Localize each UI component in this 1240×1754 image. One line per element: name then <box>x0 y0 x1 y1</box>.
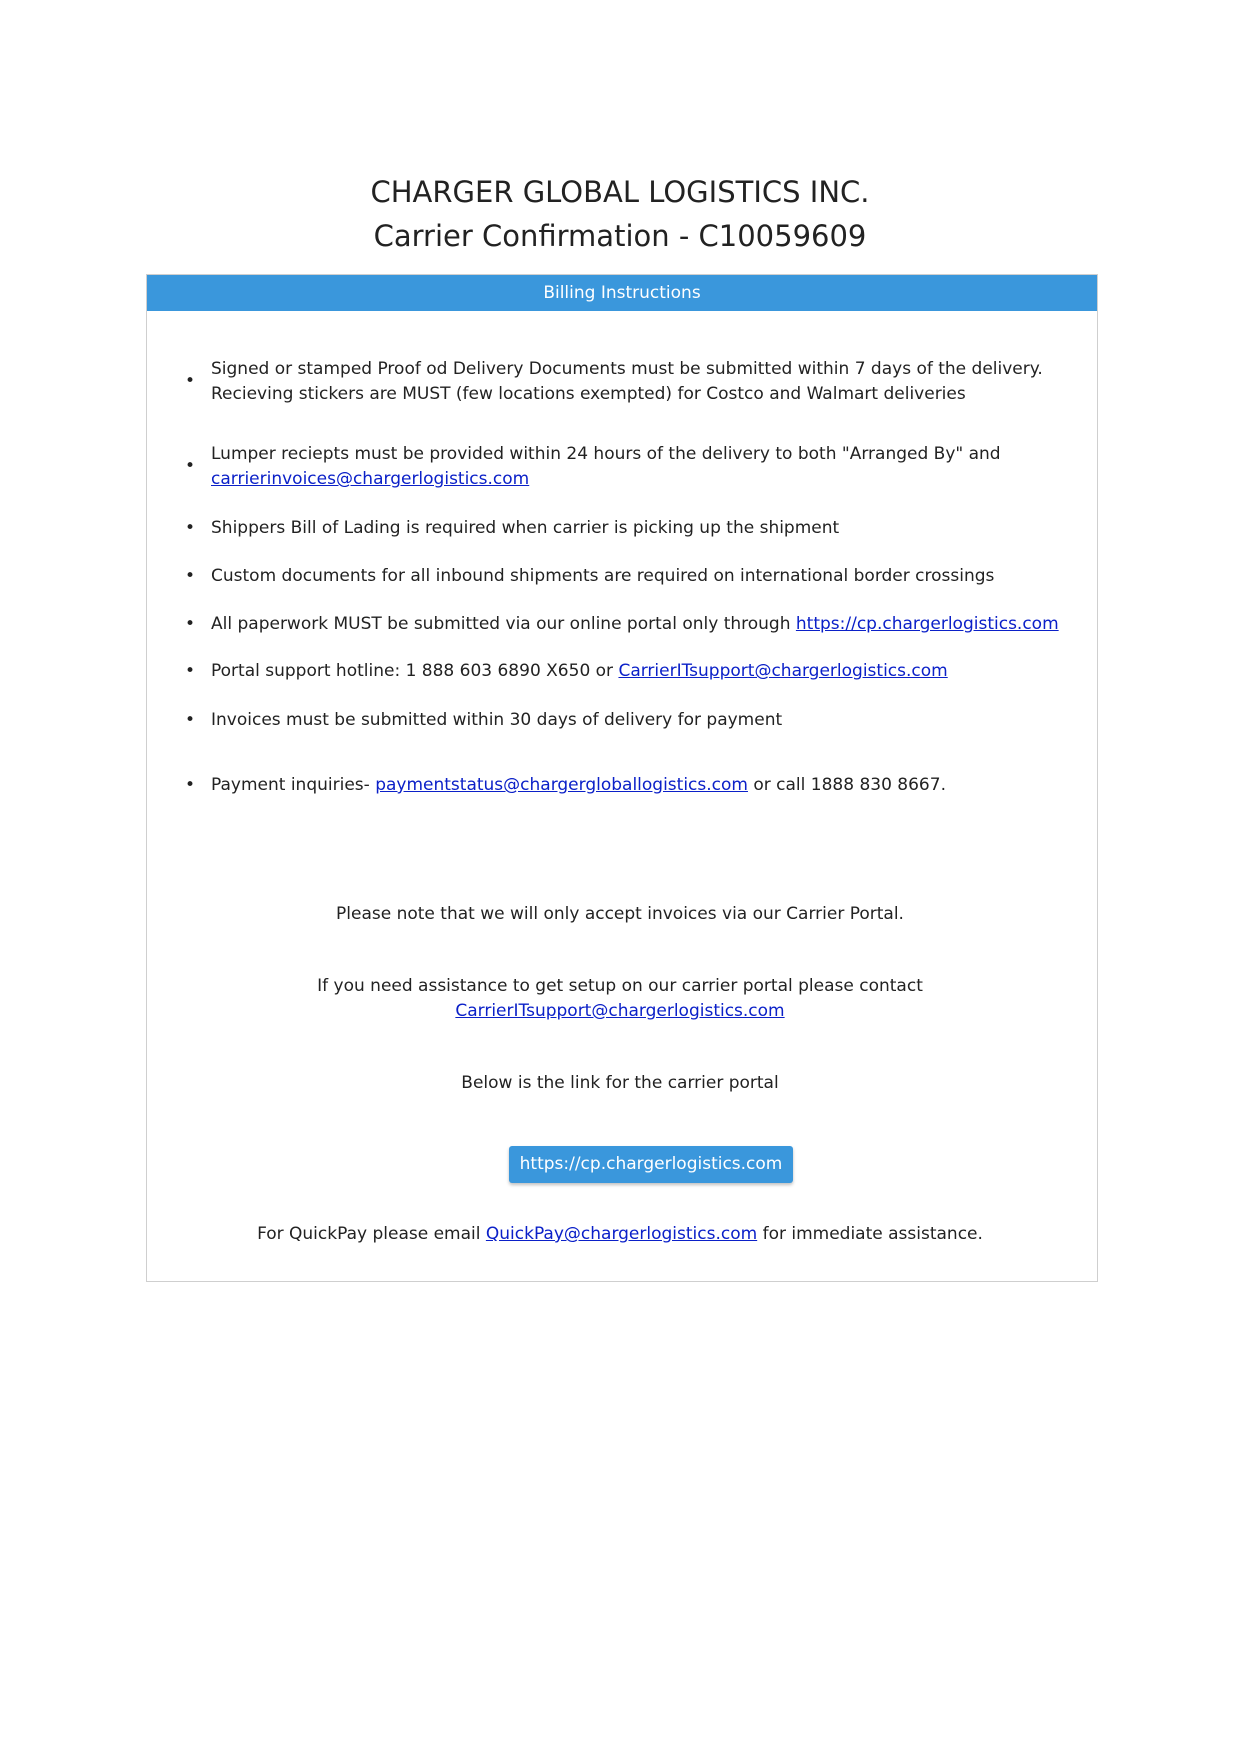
bullet-dot-icon: • <box>185 661 196 681</box>
carrier-invoices-email-link[interactable]: carrierinvoices@chargerlogistics.com <box>211 469 530 489</box>
list-item: • Custom documents for all inbound shipments are required on international border crossings <box>211 564 1071 589</box>
bullet-dot-icon: • <box>185 518 196 538</box>
bullet-dot-icon: • <box>185 371 196 391</box>
assistance-email-link[interactable]: CarrierITsupport@chargerlogistics.com <box>455 1001 785 1021</box>
list-item: • Portal support hotline: 1 888 603 6890 X650 or CarrierITsupport@chargerlogistics.com <box>211 659 1071 684</box>
quickpay-email-link[interactable]: QuickPay@chargerlogistics.com <box>485 1224 758 1244</box>
list-item: • Invoices must be submitted within 30 days of delivery for payment <box>211 708 1071 733</box>
bullet-dot-icon: • <box>185 614 196 634</box>
document-header <box>0 170 1240 258</box>
portal-link-intro: Below is the link for the carrier portal <box>461 1073 779 1093</box>
billing-instructions-panel <box>146 274 1098 1282</box>
portal-only-note: Please note that we will only accept invoices via our Carrier Portal. <box>336 904 904 924</box>
it-support-email-link[interactable]: CarrierITsupport@chargerlogistics.com <box>618 661 948 681</box>
panel-header: Billing Instructions <box>147 275 1097 311</box>
assistance-note: If you need assistance to get setup on our carrier portal please contact CarrierITsupport@chargerlogistics.com <box>317 976 923 1021</box>
bullet-dot-icon: • <box>185 775 196 795</box>
list-item: • All paperwork MUST be submitted via our online portal only through https://cp.chargerlogistics.com <box>211 612 1071 637</box>
list-item: • Shippers Bill of Lading is required when carrier is picking up the shipment <box>211 516 1071 541</box>
carrier-portal-button[interactable]: https://cp.chargerlogistics.com <box>509 1146 793 1183</box>
list-item: • Signed or stamped Proof od Delivery Documents must be submitted within 7 days of the delivery. Recieving stickers are MUST (few locations exempted) for Costco and Walmart deliveries <box>185 359 1043 404</box>
quickpay-note: For QuickPay please email QuickPay@chargerlogistics.com for immediate assistance. <box>257 1224 983 1244</box>
list-item: • Payment inquiries- paymentstatus@chargergloballogistics.com or call 1888 830 8667. <box>211 773 1071 798</box>
bullet-dot-icon: • <box>185 710 196 730</box>
company-name: CHARGER GLOBAL LOGISTICS INC. <box>370 175 870 209</box>
bullet-dot-icon: • <box>185 456 196 476</box>
payment-status-email-link[interactable]: paymentstatus@chargergloballogistics.com <box>375 775 748 795</box>
portal-link[interactable]: https://cp.chargerlogistics.com <box>795 614 1059 634</box>
list-item: • Lumper reciepts must be provided within 24 hours of the delivery to both "Arranged By" and carrierinvoices@chargerlogistics.com <box>185 444 1001 489</box>
confirmation-title: Carrier Confirmation - C10059609 <box>373 219 867 253</box>
bullet-dot-icon: • <box>185 566 196 586</box>
